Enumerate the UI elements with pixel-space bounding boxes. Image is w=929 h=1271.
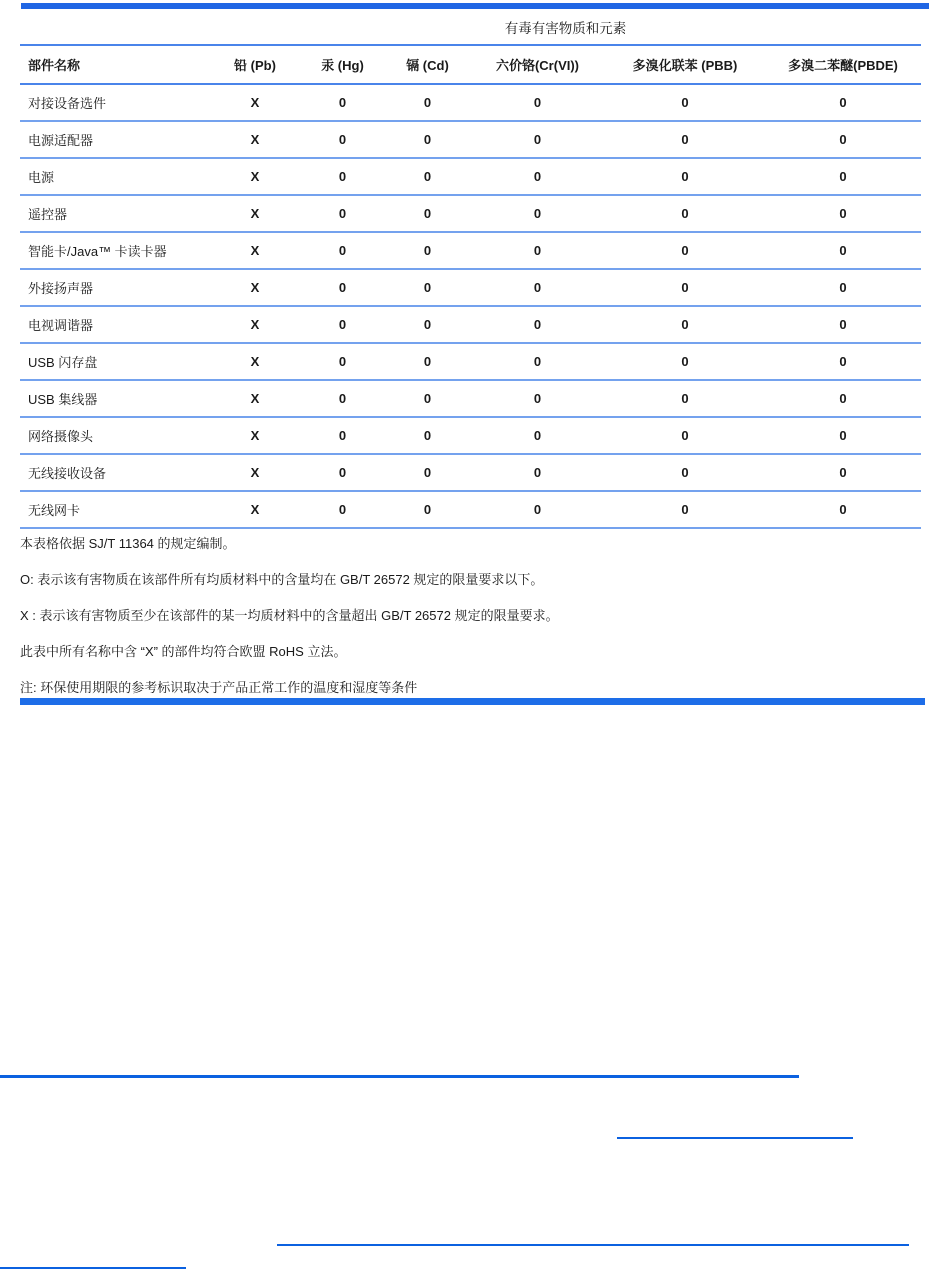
horizontal-rule-2: [277, 1244, 909, 1246]
table-row: [20, 343, 921, 380]
part-name-cell: 电源: [20, 158, 210, 195]
substance-value-cell: 0: [385, 195, 470, 232]
substance-value-cell: 0: [385, 380, 470, 417]
substance-value-cell: X: [210, 491, 300, 528]
table-row: [20, 84, 921, 121]
substance-value-cell: X: [210, 158, 300, 195]
top-divider-bar: [21, 3, 929, 9]
substance-value-cell: 0: [300, 491, 385, 528]
substance-value-cell: 0: [605, 158, 765, 195]
column-header-hexavalent-chromium: 六价铬(Cr(VI)): [470, 45, 605, 84]
substance-value-cell: 0: [470, 380, 605, 417]
substance-value-cell: 0: [470, 491, 605, 528]
substance-value-cell: 0: [300, 343, 385, 380]
part-name-cell: 智能卡/Java™ 卡读卡器: [20, 232, 210, 269]
note-rohs-compliance: 此表中所有名称中含 “X” 的部件均符合欧盟 RoHS 立法。: [20, 644, 347, 659]
part-name-cell: 电视调谐器: [20, 306, 210, 343]
substance-value-cell: X: [210, 343, 300, 380]
substance-value-cell: 0: [765, 84, 921, 121]
substance-value-cell: 0: [605, 269, 765, 306]
part-name-cell: 无线网卡: [20, 491, 210, 528]
substance-value-cell: 0: [300, 84, 385, 121]
part-name-cell: 电源适配器: [20, 121, 210, 158]
substance-value-cell: 0: [605, 195, 765, 232]
substance-value-cell: 0: [300, 269, 385, 306]
note-table-basis: 本表格依据 SJ/T 11364 的规定编制。: [20, 536, 236, 551]
table-row: [20, 454, 921, 491]
substance-value-cell: 0: [385, 84, 470, 121]
note-epup-conditions: 注: 环保使用期限的参考标识取决于产品正常工作的温度和湿度等条件: [20, 680, 418, 695]
substance-value-cell: 0: [470, 232, 605, 269]
substance-value-cell: 0: [470, 84, 605, 121]
substance-value-cell: 0: [300, 232, 385, 269]
column-header-pbde: 多溴二苯醚(PBDE): [765, 45, 921, 84]
column-header-lead: 铅 (Pb): [210, 45, 300, 84]
substance-value-cell: X: [210, 232, 300, 269]
substance-value-cell: 0: [385, 232, 470, 269]
substance-value-cell: 0: [605, 454, 765, 491]
substance-value-cell: X: [210, 454, 300, 491]
link-underline-1: [617, 1137, 853, 1139]
substance-value-cell: 0: [605, 380, 765, 417]
substance-value-cell: 0: [385, 269, 470, 306]
part-name-cell: 对接设备选件: [20, 84, 210, 121]
substance-value-cell: X: [210, 306, 300, 343]
part-name-cell: 外接扬声器: [20, 269, 210, 306]
note-o-definition: O: 表示该有害物质在该部件所有均质材料中的含量均在 GB/T 26572 规定的限量要求以下。: [20, 572, 544, 587]
column-header-part-name: 部件名称: [20, 45, 210, 84]
substance-value-cell: X: [210, 195, 300, 232]
table-column-header-row: [20, 45, 921, 84]
note-x-definition: X : 表示该有害物质至少在该部件的某一均质材料中的含量超出 GB/T 26572 规定的限量要求。: [20, 608, 559, 623]
substance-value-cell: 0: [300, 454, 385, 491]
span-header-empty-cell: [20, 10, 210, 45]
substance-value-cell: X: [210, 417, 300, 454]
table-row: [20, 417, 921, 454]
substance-value-cell: 0: [300, 158, 385, 195]
substance-value-cell: 0: [385, 417, 470, 454]
substance-value-cell: 0: [385, 306, 470, 343]
table-row: [20, 232, 921, 269]
column-header-pbb: 多溴化联苯 (PBB): [605, 45, 765, 84]
substance-value-cell: 0: [300, 195, 385, 232]
substance-value-cell: 0: [385, 158, 470, 195]
table-row: [20, 195, 921, 232]
substance-value-cell: 0: [385, 454, 470, 491]
link-underline-2: [0, 1267, 186, 1269]
substance-value-cell: 0: [470, 417, 605, 454]
substance-value-cell: 0: [385, 491, 470, 528]
substance-value-cell: 0: [300, 306, 385, 343]
column-header-cadmium: 镉 (Cd): [385, 45, 470, 84]
part-name-cell: 网络摄像头: [20, 417, 210, 454]
substance-value-cell: 0: [765, 269, 921, 306]
part-name-cell: 遥控器: [20, 195, 210, 232]
substance-value-cell: 0: [385, 121, 470, 158]
substance-value-cell: 0: [605, 343, 765, 380]
substance-value-cell: 0: [385, 343, 470, 380]
substance-value-cell: 0: [470, 454, 605, 491]
substance-value-cell: 0: [765, 343, 921, 380]
table-row: [20, 269, 921, 306]
substance-value-cell: X: [210, 121, 300, 158]
table-row: [20, 491, 921, 528]
table-row: [20, 306, 921, 343]
substance-value-cell: 0: [470, 158, 605, 195]
substance-value-cell: 0: [605, 417, 765, 454]
substance-value-cell: 0: [605, 232, 765, 269]
table-span-header: 有毒有害物质和元素: [210, 10, 921, 45]
substance-value-cell: 0: [765, 380, 921, 417]
substance-value-cell: 0: [605, 306, 765, 343]
substance-value-cell: 0: [765, 306, 921, 343]
substance-value-cell: 0: [605, 121, 765, 158]
table-row: [20, 380, 921, 417]
table-body: [20, 84, 921, 528]
substance-value-cell: 0: [470, 195, 605, 232]
substance-value-cell: 0: [470, 343, 605, 380]
column-header-mercury: 汞 (Hg): [300, 45, 385, 84]
table-row: [20, 121, 921, 158]
table-span-header-row: [20, 10, 921, 45]
table-row: [20, 158, 921, 195]
substance-value-cell: 0: [605, 491, 765, 528]
substance-value-cell: 0: [765, 454, 921, 491]
substance-value-cell: 0: [765, 417, 921, 454]
notes-section: [20, 536, 910, 716]
part-name-cell: 无线接收设备: [20, 454, 210, 491]
substance-value-cell: 0: [765, 195, 921, 232]
substance-value-cell: 0: [300, 380, 385, 417]
substance-value-cell: 0: [300, 121, 385, 158]
substance-value-cell: 0: [765, 121, 921, 158]
substance-value-cell: 0: [470, 306, 605, 343]
substance-value-cell: 0: [765, 158, 921, 195]
substance-value-cell: X: [210, 84, 300, 121]
bottom-divider-bar: [20, 698, 925, 705]
substance-value-cell: 0: [300, 417, 385, 454]
part-name-cell: USB 闪存盘: [20, 343, 210, 380]
horizontal-rule-1: [0, 1075, 799, 1078]
substance-value-cell: 0: [765, 491, 921, 528]
substance-value-cell: X: [210, 269, 300, 306]
substance-value-cell: 0: [605, 84, 765, 121]
substance-value-cell: 0: [470, 269, 605, 306]
substance-value-cell: 0: [765, 232, 921, 269]
substance-value-cell: X: [210, 380, 300, 417]
part-name-cell: USB 集线器: [20, 380, 210, 417]
substance-value-cell: 0: [470, 121, 605, 158]
hazardous-substances-table: [20, 10, 921, 529]
